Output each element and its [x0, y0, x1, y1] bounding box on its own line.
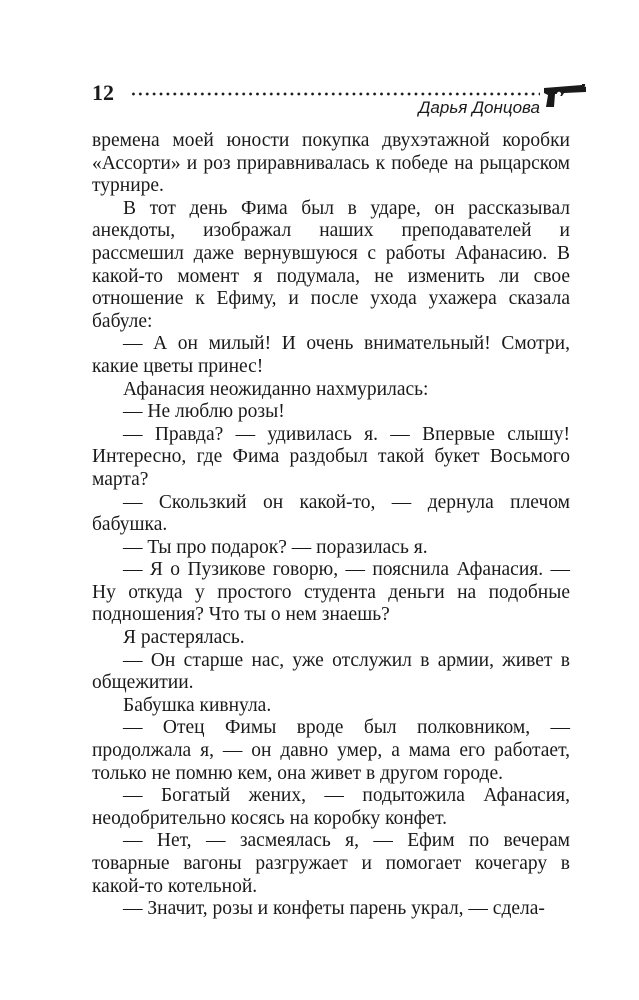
paragraph: — Богатый жених, — подытожила Афанасия, неодобрительно косясь на коробку конфет. [92, 785, 570, 829]
paragraph: Афанасия неожиданно нахмурилась: [123, 378, 429, 400]
paragraph: — Скользкий он какой-то, — дернула плечом бабушка. [92, 491, 570, 536]
paragraph: — Он старше нас, уже отслужил в армии, живет в общежитии. [92, 649, 570, 694]
paragraph: — Значит, розы и конфеты парень украл, — сдела- [123, 898, 545, 920]
paragraph: — Не люблю розы! [123, 401, 285, 423]
page-number: 12 [92, 80, 114, 105]
paragraph: времена моей юности покупка двухэтажной коробки «Ассорти» и роз приравнивалась к победе на рыцарском турнире. [92, 130, 570, 197]
paragraph: — Ты про подарок? — поразилась я. [123, 536, 428, 558]
dotted-leader [130, 92, 540, 96]
paragraph: — Нет, — засмеялась я, — Ефим по вечерам товарные вагоны разгружает и помогает кочегару в какой-то котельной. [92, 830, 570, 897]
paragraph: — Я о Пузикове говорю, — пояснила Афанасия. — Ну откуда у простого студента деньги на подобные подношения? Что ты о нем знаешь? [92, 559, 570, 626]
paragraph: В тот день Фима был в ударе, он рассказывал анекдоты, изображал наших преподавателей и рассмешил даже вернувшуюся с работы Афанасию. В какой-то момент я подумала, не изменить ли свое отношение к Ефиму, и после ухода ухажера сказала бабуле: [92, 197, 570, 332]
book-text [92, 130, 570, 921]
paragraph: Я растерялась. [123, 627, 245, 649]
paragraph: — А он милый! И очень внимательный! Смотри, какие цветы принес! [92, 333, 570, 377]
paragraph: — Отец Фимы вроде был полковником, — продолжала я, — он давно умер, а мама его работает, только не помню кем, она живет в другом городе. [92, 717, 570, 784]
revolver-icon [542, 82, 588, 110]
paragraph: — Правда? — удивилась я. — Впервые слышу! Интересно, где Фима раздобыл такой букет Восьмого марта? [92, 423, 570, 490]
running-header [92, 80, 592, 120]
author-name: Дарья Донцова [418, 98, 540, 117]
paragraph: Бабушка кивнула. [123, 694, 272, 716]
